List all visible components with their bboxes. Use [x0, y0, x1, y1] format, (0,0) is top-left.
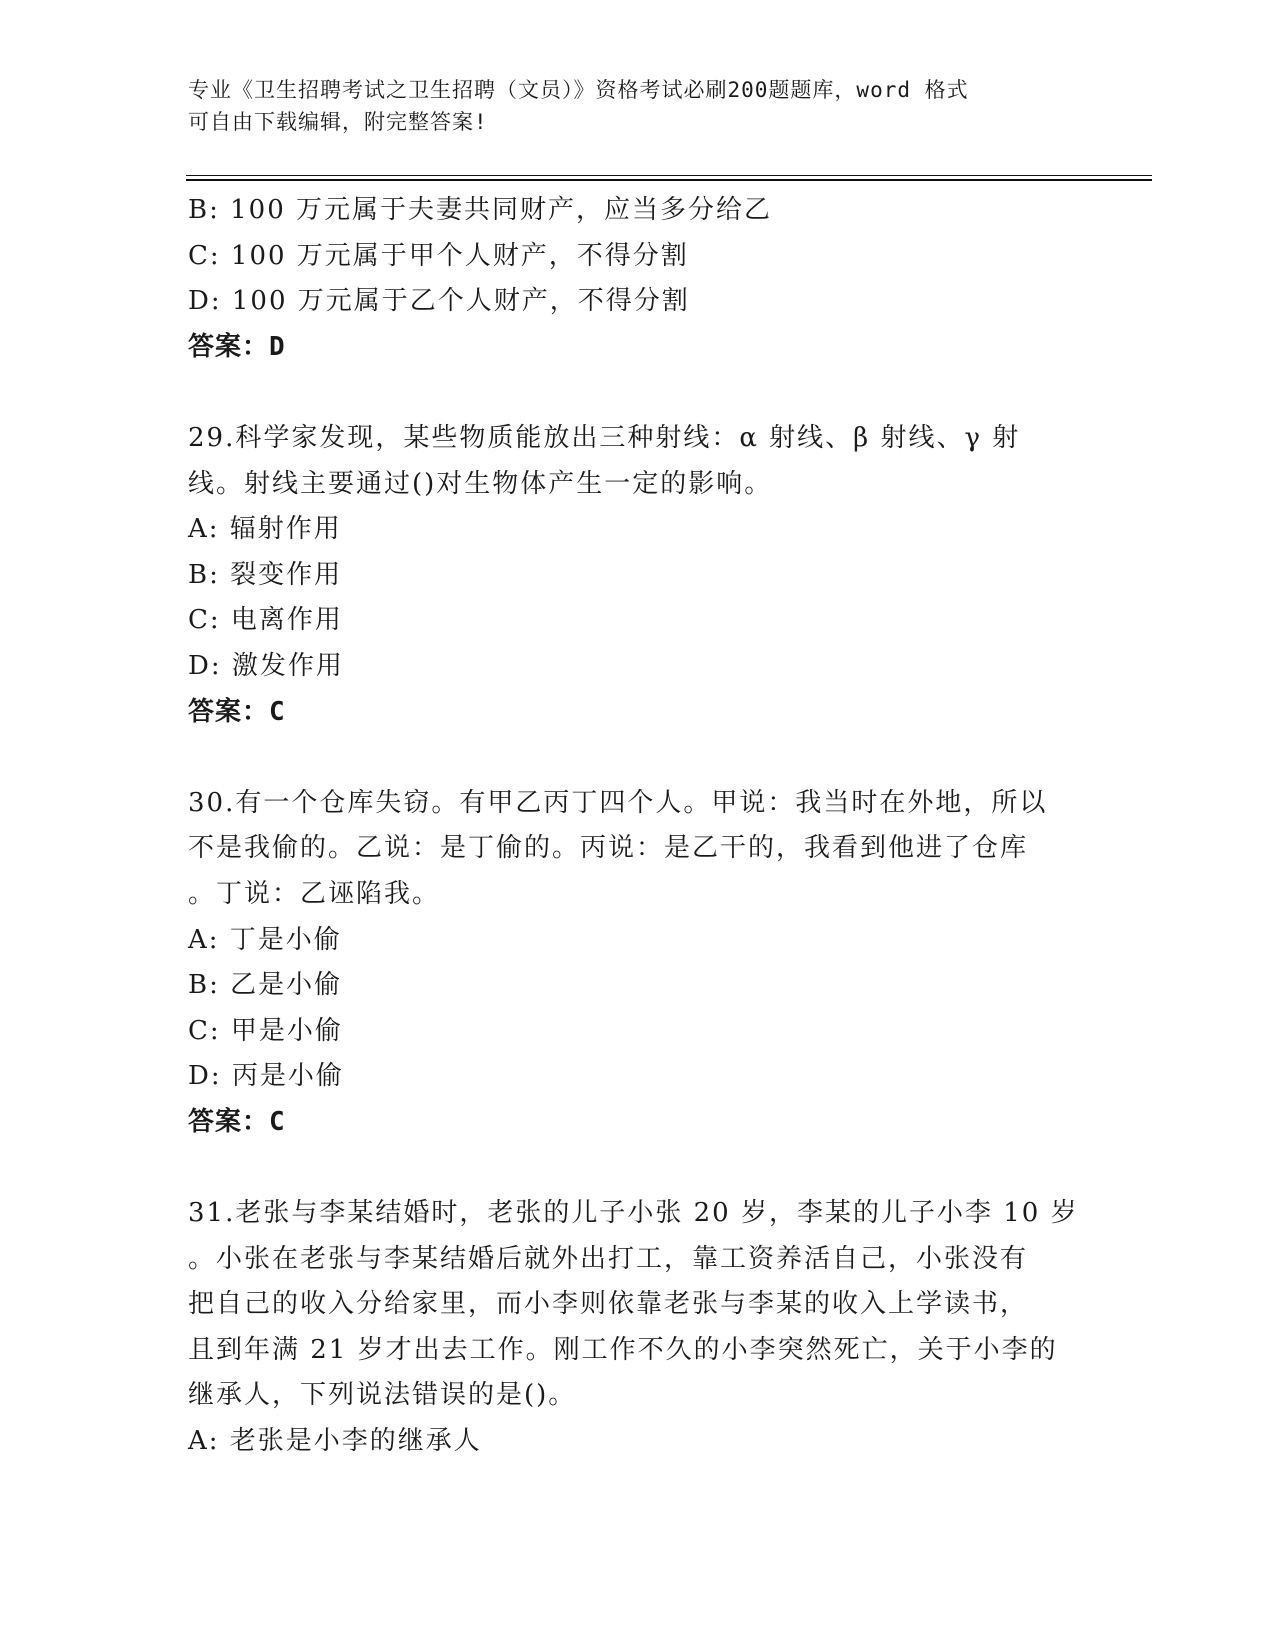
- question-28-tail: [188, 188, 1088, 370]
- question-stem-line: 29.科学家发现，某些物质能放出三种射线：α 射线、β 射线、γ 射: [188, 422, 1021, 453]
- option-b: B: 乙是小偷: [188, 970, 343, 1001]
- option-a: A: 老张是小李的继承人: [188, 1426, 482, 1457]
- question-stem-line: 线。射线主要通过()对生物体产生一定的影响。: [188, 468, 773, 499]
- option-a: A: 丁是小偷: [188, 924, 342, 955]
- document-header: [188, 74, 1088, 138]
- option-c: C: 100 万元属于甲个人财产，不得分割: [188, 240, 689, 271]
- option-d: D: 丙是小偷: [188, 1061, 344, 1092]
- question-stem-line: 。小张在老张与李某结婚后就外出打工，靠工资养活自己，小张没有: [188, 1243, 1029, 1274]
- spacer: [188, 735, 1088, 781]
- option-c: C: 甲是小偷: [188, 1015, 343, 1046]
- header-title-line-1: 专业《卫生招聘考试之卫生招聘（文员）》资格考试必刷200题题库，word 格式: [188, 78, 969, 102]
- option-b: B: 100 万元属于夫妻共同财产，应当多分给乙: [188, 195, 773, 225]
- header-divider-thin: [186, 175, 1152, 176]
- question-stem-line: 30.有一个仓库失窃。有甲乙丙丁四个人。甲说：我当时在外地，所以: [188, 787, 1048, 818]
- option-d: D: 100 万元属于乙个人财产，不得分割: [188, 286, 690, 317]
- spacer: [188, 370, 1088, 416]
- answer-line: 答案：C: [188, 696, 286, 727]
- answer-line: 答案：C: [188, 1106, 286, 1137]
- document-body: [188, 188, 1088, 1465]
- question-stem-line: 且到年满 21 岁才出去工作。刚工作不久的小李突然死亡，关于小李的: [188, 1334, 1058, 1365]
- question-stem-line: 不是我偷的。乙说：是丁偷的。丙说：是乙干的，我看到他进了仓库: [188, 833, 1029, 864]
- header-divider-thick: [186, 179, 1152, 181]
- answer-line: 答案：D: [188, 331, 286, 362]
- question-29: [188, 416, 1088, 735]
- question-30: [188, 781, 1088, 1146]
- question-31: [188, 1191, 1088, 1465]
- option-b: B: 裂变作用: [188, 559, 343, 590]
- spacer: [188, 1145, 1088, 1191]
- header-title-line-2: 可自由下载编辑，附完整答案!: [188, 110, 488, 134]
- option-d: D: 激发作用: [188, 650, 344, 681]
- option-c: C: 电离作用: [188, 605, 343, 636]
- question-stem-line: 。丁说：乙诬陷我。: [188, 878, 441, 909]
- question-stem-line: 31.老张与李某结婚时，老张的儿子小张 20 岁，李某的儿子小李 10 岁: [188, 1198, 1079, 1229]
- question-stem-line: 把自己的收入分给家里，而小李则依靠老张与李某的收入上学读书，: [188, 1289, 1029, 1320]
- option-a: A: 辐射作用: [188, 514, 342, 545]
- question-stem-line: 继承人，下列说法错误的是()。: [188, 1380, 577, 1411]
